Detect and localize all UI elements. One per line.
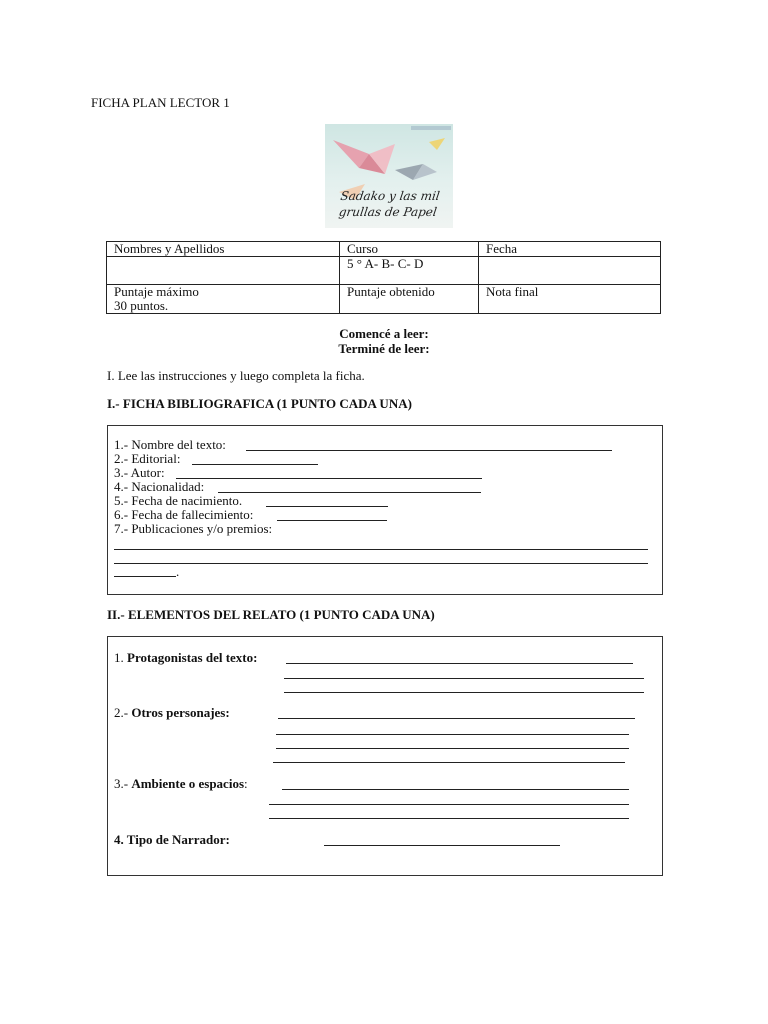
other-characters-number: 2.-	[114, 705, 132, 720]
publications-line-1[interactable]	[114, 549, 648, 550]
course-label-cell: Curso	[340, 242, 479, 257]
other-characters-line-3[interactable]	[276, 748, 629, 749]
section1-title: I.- FICHA BIBLIOGRAFICA (1 PUNTO CADA UNA)	[107, 396, 412, 411]
setting-line-3[interactable]	[269, 818, 629, 819]
publisher-line[interactable]	[192, 464, 318, 465]
protagonists-label-text: Protagonistas del texto:	[127, 650, 258, 665]
protagonists-label	[114, 651, 257, 665]
obtained-score-cell: Puntaje obtenido	[340, 285, 479, 314]
setting-colon: :	[244, 776, 248, 791]
birth-date-line[interactable]	[266, 506, 388, 507]
narrator-type-line[interactable]	[324, 845, 560, 846]
other-characters-label-text: Otros personajes:	[131, 705, 230, 720]
nationality-label: 4.- Nacionalidad:	[114, 479, 205, 494]
publications-line-2[interactable]	[114, 563, 648, 564]
student-info-table	[106, 241, 661, 314]
setting-number: 3.-	[114, 776, 132, 791]
publications-line-3[interactable]	[114, 576, 176, 577]
other-characters-line-4[interactable]	[273, 762, 625, 763]
protagonists-line-3[interactable]	[284, 692, 644, 693]
name-label-cell: Nombres y Apellidos	[107, 242, 340, 257]
protagonists-line-1[interactable]	[286, 663, 633, 664]
cover-title-line2: grullas de Papel	[337, 205, 438, 219]
date-value-cell[interactable]	[479, 257, 661, 285]
max-score-label: Puntaje máximo	[114, 284, 199, 299]
author-line[interactable]	[176, 478, 482, 479]
max-score-value: 30 puntos.	[114, 298, 169, 313]
setting-line-1[interactable]	[282, 789, 629, 790]
setting-label	[114, 777, 248, 791]
other-characters-line-1[interactable]	[278, 718, 635, 719]
birth-date-label: 5.- Fecha de nacimiento.	[114, 493, 243, 508]
other-characters-label	[114, 706, 230, 720]
max-score-cell	[107, 285, 340, 314]
section2-title: II.- ELEMENTOS DEL RELATO (1 PUNTO CADA UNA)	[107, 607, 435, 622]
text-name-line[interactable]	[246, 450, 612, 451]
final-grade-cell: Nota final	[479, 285, 661, 314]
protagonists-line-2[interactable]	[284, 678, 644, 679]
narrator-type-label: 4. Tipo de Narrador:	[114, 832, 230, 847]
death-date-label: 6.- Fecha de fallecimiento:	[114, 507, 254, 522]
author-label: 3.- Autor:	[114, 465, 165, 480]
publications-label: 7.- Publicaciones y/o premios:	[114, 521, 273, 536]
start-reading-label: Comencé a leer:	[339, 326, 429, 341]
instructions-text: I. Lee las instrucciones y luego completa la ficha.	[107, 368, 365, 383]
date-label-cell: Fecha	[479, 242, 661, 257]
setting-line-2[interactable]	[269, 804, 629, 805]
cover-title-line1: Sadako y las mil	[339, 189, 441, 203]
protagonists-number: 1.	[114, 650, 127, 665]
name-value-cell[interactable]	[107, 257, 340, 285]
text-name-label: 1.- Nombre del texto:	[114, 437, 226, 452]
setting-label-text: Ambiente o espacios	[131, 776, 245, 791]
document-title: FICHA PLAN LECTOR 1	[91, 95, 230, 110]
death-date-line[interactable]	[277, 520, 387, 521]
course-value-cell: 5 ° A- B- C- D	[340, 257, 479, 285]
cover-title	[323, 188, 455, 220]
publications-end-mark: .	[176, 564, 180, 579]
book-cover-image	[325, 124, 453, 228]
nationality-line[interactable]	[218, 492, 481, 493]
other-characters-line-2[interactable]	[276, 734, 629, 735]
publisher-label: 2.- Editorial:	[114, 451, 181, 466]
end-reading-label: Terminé de leer:	[338, 341, 430, 356]
